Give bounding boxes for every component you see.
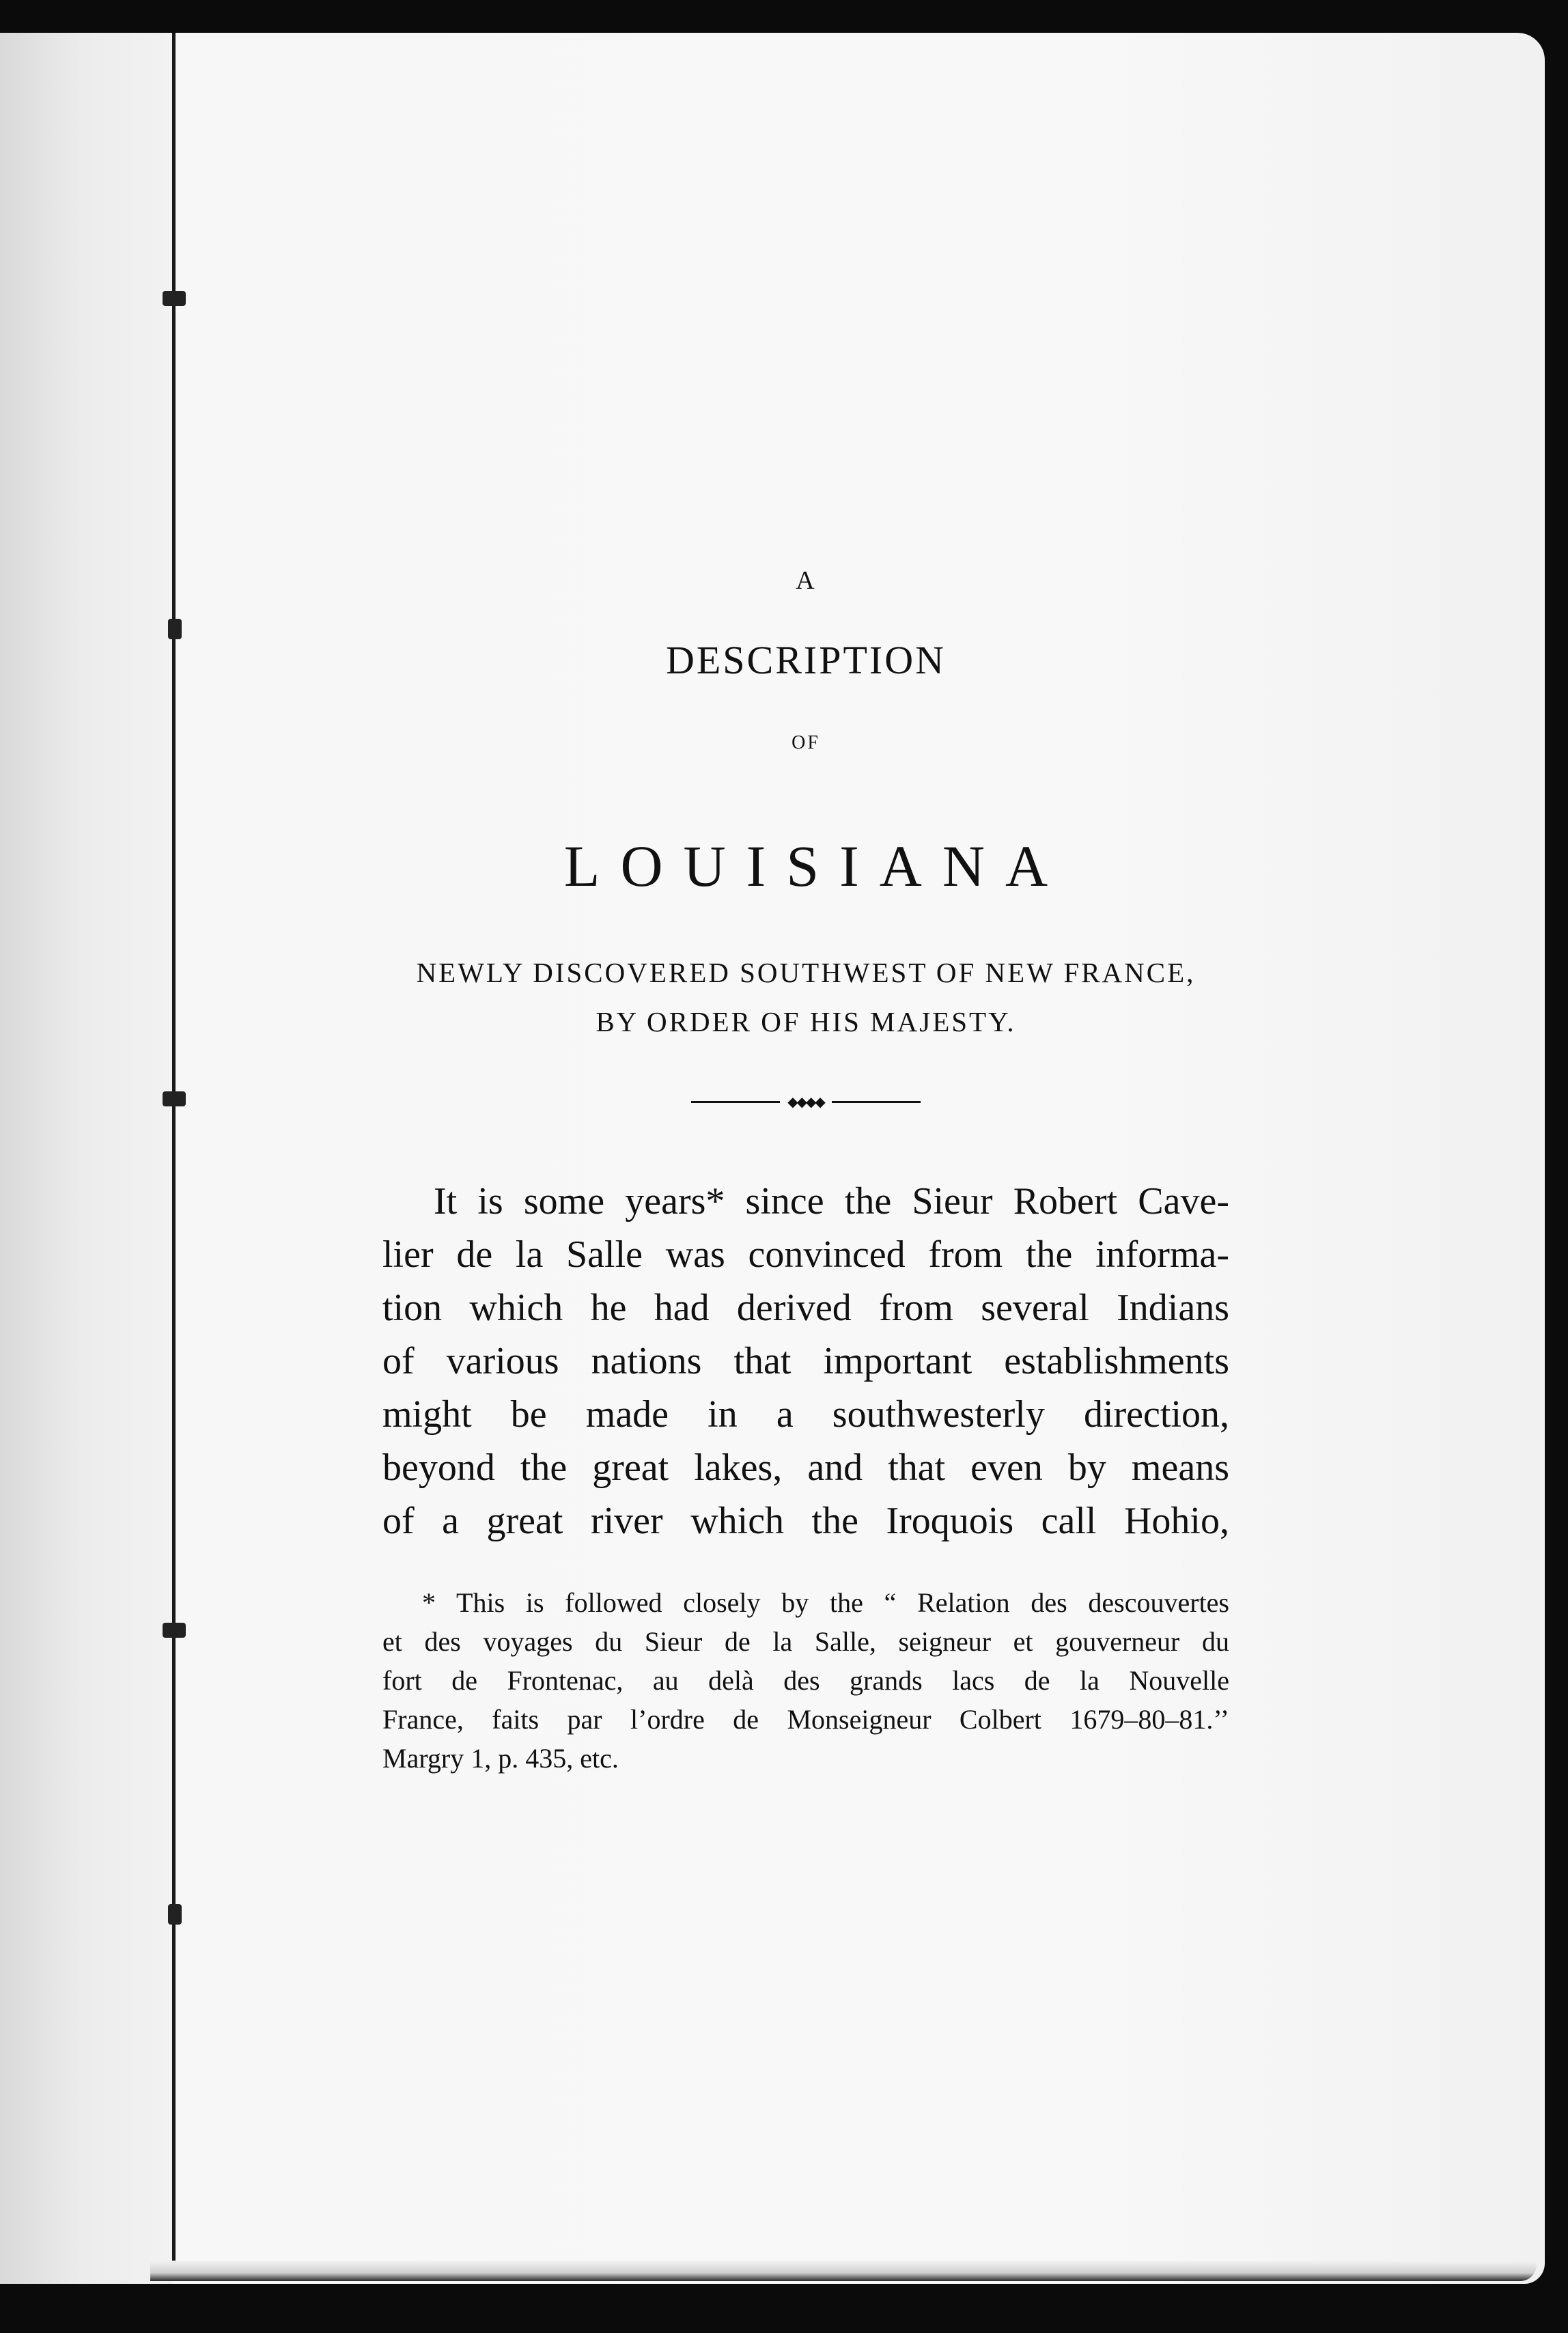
footnote-line: fort de Frontenac, au delà des grands lacs de la Nouvelle [382,1665,1229,1696]
binding-stitch-icon [163,1623,186,1638]
subtitle-line: NEWLY DISCOVERED SOUTHWEST OF NEW FRANCE, [416,957,1196,988]
title-of: OF [792,732,820,753]
paper-sheet [0,33,1545,2284]
footnote-line: * This is followed closely by the “ Relation des descouvertes [422,1587,1229,1618]
binding-shadow [0,33,172,2284]
binding-stitch-icon [163,1091,186,1106]
page-bottom-edge [150,2261,1537,2281]
binding-line [172,33,176,2273]
binding-stitch-icon [168,1904,182,1925]
body-line: tion which he had derived from several Indians [382,1287,1229,1329]
page-title: LOUISIANA [563,833,1069,899]
title-article: A [796,566,816,595]
subtitle [382,948,1229,1046]
footnote-line: Margry 1, p. 435, etc. [382,1743,619,1774]
binding-stitch-icon [163,291,186,306]
footnote [382,1583,1229,1778]
binding-stitch-icon [168,619,182,639]
ornament-divider [691,1095,921,1108]
body-line: It is some years* since the Sieur Robert Cave- [434,1180,1229,1223]
body-line: might be made in a southwesterly direction, [382,1393,1229,1436]
ornament-rule [691,1101,780,1103]
footnote-line: France, faits par l’ordre de Monseigneur Colbert 1679–80–81.’’ [382,1704,1229,1735]
ornament-rule [832,1101,921,1103]
diamond-ornament-icon: ◆◆◆◆ [787,1093,824,1110]
body-paragraph [382,1175,1229,1548]
body-line: of a great river which the Iroquois call Hohio, [382,1500,1229,1542]
footnote-line: et des voyages du Sieur de la Salle, seigneur et gouverneur du [382,1626,1229,1657]
title-description: DESCRIPTION [665,638,947,682]
body-line: of various nations that important establishments [382,1340,1229,1382]
subtitle-line: BY ORDER OF HIS MAJESTY. [596,1006,1016,1037]
body-line: lier de la Salle was convinced from the informa- [382,1233,1229,1276]
body-line: beyond the great lakes, and that even by means [382,1447,1229,1489]
